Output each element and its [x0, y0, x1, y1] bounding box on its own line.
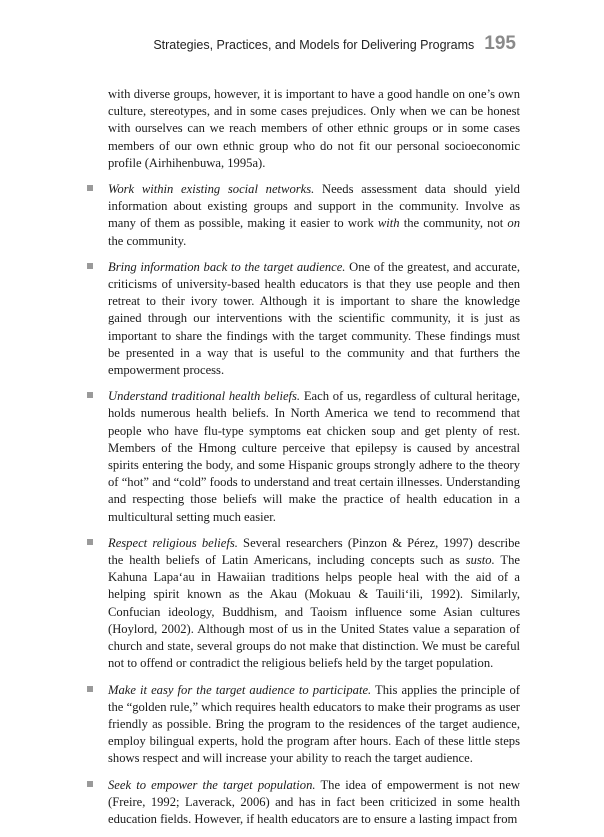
bullet-body: The idea of empowerment is not new (Freire, 1992; Laverack, 2006) and has in fact been criticized in some health education fields. However, if health educators are to ensure a lasting impact from	[108, 777, 521, 826]
running-title: Strategies, Practices, and Models for Delivering Programs	[153, 38, 475, 52]
square-bullet-icon	[87, 185, 93, 191]
bullet-body: The Kahuna Lapa‘au in Hawaiian traditions helps people heal with the aid of a helping spirit known as the Akau (Mokuau & Tauili‘ili, 1992). Similarly, Confucian ideology, Buddhism, and Taoism influence some Asian cultures (Hoylord, 2002). Although most of us in the United States value a separation of church and state, several groups do not make that distinction. We must be careful not to offend or contradict the religious beliefs held by the target population.	[108, 553, 520, 671]
bullet-list	[0, 181, 604, 828]
square-bullet-icon	[87, 686, 93, 692]
intro-paragraph: with diverse groups, however, it is important to have a good handle on one’s own culture, stereotypes, and in some cases prejudices. Only when we can be honest with ourselves can we reach members of other ethnic groups or in some cases members of our own ethnic group who do not fit our personal socioeconomic profile (Airhihenbuwa, 1995a).	[108, 87, 520, 170]
bullet-body: Several researchers (Pinzon & Pérez, 1997) describe the health beliefs of Latin Americans, including concepts such as	[108, 535, 520, 568]
bullet-lead: Seek to empower the target population.	[108, 777, 316, 792]
square-bullet-icon	[87, 263, 93, 269]
bullet-item-empower	[0, 777, 604, 829]
bullet-body: Each of us, regardless of cultural heritage, holds numerous health beliefs. In North America we tend to recommend that people who have flu-type symptoms eat chicken soup and get plenty of rest. Members of the Hmong culture perceive that epilepsy is caused by ancestral spirits entering the body, and some Hispanic groups strongly adhere to the theory of “hot” and “cold” foods to understand and treat certain illnesses. Understanding and respecting those beliefs will make the practice of health education in a multicultural setting much easier.	[108, 389, 520, 524]
bullet-text	[108, 682, 520, 768]
bullet-item-health-beliefs	[0, 388, 604, 526]
bullet-lead: Understand traditional health beliefs.	[108, 389, 301, 404]
page-number: 195	[484, 33, 516, 54]
bullet-text	[108, 388, 520, 526]
bullet-body: the community.	[108, 233, 187, 248]
bullet-lead: Make it easy for the target audience to participate.	[108, 682, 372, 697]
bullet-body: This applies the principle of the “golden rule,” which requires health educators to make their programs as user friendly as possible. Bring the program to the residences of the target audience, employ bilingual experts, hold the program after hours. Each of these little steps shows respect and will increase your ability to reach the target audience.	[108, 682, 521, 766]
square-bullet-icon	[87, 781, 93, 787]
square-bullet-icon	[87, 539, 93, 545]
bullet-body: One of the greatest, and accurate, criticisms of university-based health educators is that they use people and then retreat to their ivory tower. Although it is important to share the knowledge gained through our interventions with the scientific community, it is just as important to share the findings with the target community. These findings must be presented in a way that is useful to the community and that furthers the empowerment process.	[108, 259, 520, 378]
page-body	[0, 86, 604, 837]
bullet-text	[108, 777, 520, 829]
bullet-lead: Respect religious beliefs.	[108, 535, 238, 550]
bullet-item-social-networks	[0, 181, 604, 250]
emphasis: susto.	[465, 553, 495, 568]
emphasis: on	[507, 216, 520, 231]
bullet-lead: Work within existing social networks.	[108, 182, 315, 197]
bullet-item-religious-beliefs	[0, 535, 604, 673]
bullet-text	[108, 181, 520, 250]
bullet-text	[108, 259, 520, 379]
bullet-item-bring-information	[0, 259, 604, 379]
square-bullet-icon	[87, 392, 93, 398]
emphasis: with	[377, 216, 400, 231]
bullet-text	[108, 535, 520, 673]
bullet-body: the community, not	[399, 216, 508, 231]
running-head	[153, 33, 516, 55]
bullet-body: Needs assessment data should yield information about existing groups and support in the community. Involve as many of them as possible, making it easier to work	[108, 182, 520, 231]
bullet-lead: Bring information back to the target audience.	[108, 259, 346, 274]
bullet-item-easy-participation	[0, 682, 604, 768]
